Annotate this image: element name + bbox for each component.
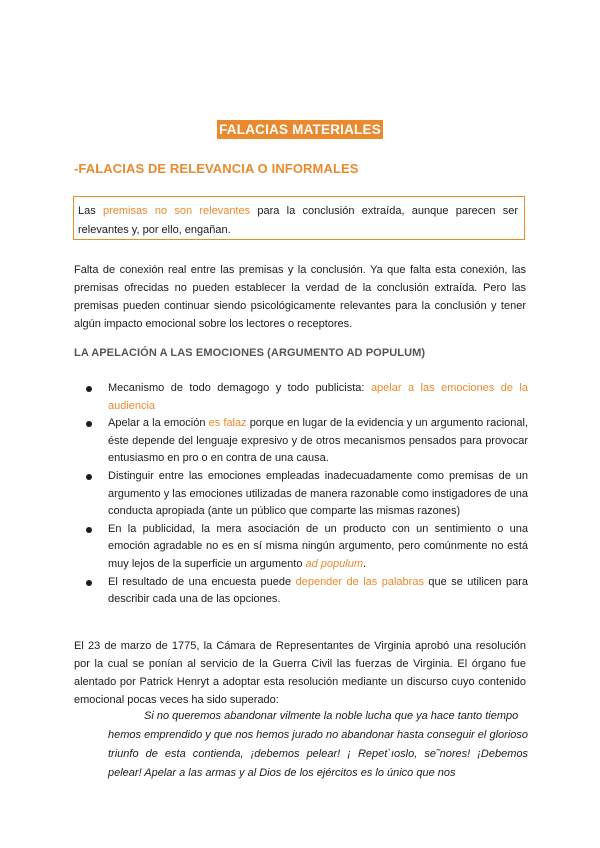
bullet-text-post: porque en lugar de la evidencia y un argumento racional, éste depende del lenguaje expresivo y de otros mecanismos pensados para provocar entusiasmo en pro o en contra de una causa.	[108, 417, 528, 465]
bullet-icon	[86, 386, 92, 392]
quote-first-line: Si no queremos abandonar vilmente la noble lucha que ya hace tanto tiempo	[144, 710, 519, 722]
history-paragraph: El 23 de marzo de 1775, la Cámara de Representantes de Virginia aprobó una resolución por la cual se ponían al servicio de la Guerra Civil las fuerzas de Virginia. El órgano fue alentado por Patrick Henryt a adoptar esta resolución mediante un discurso cuyo contenido emocional pocas veces ha sido superado:	[74, 640, 526, 706]
bullet-text-pre: El resultado de una encuesta puede	[108, 575, 296, 588]
list-item	[84, 521, 528, 574]
definition-box	[73, 196, 525, 240]
definition-highlight: premisas no son relevantes	[103, 205, 251, 217]
speech-quote	[108, 707, 528, 783]
bullet-text-pre: Mecanismo de todo demagogo y todo publicista:	[108, 382, 371, 394]
intro-paragraph: Falta de conexión real entre las premisas y la conclusión. Ya que falta esta conexión, las premisas ofrecidas no pueden establecer la verdad de la conclusión extraída. Pero las premisas pueden continuar siendo psicológicamente relevantes para la conclusión y tener algún impacto emocional sobre los lectores o receptores.	[74, 264, 526, 330]
bullet-text-post: que se utilicen para describir cada una de las opciones.	[108, 575, 529, 606]
bullet-text-pre: Apelar a la emoción	[108, 417, 209, 430]
page-title: FALACIAS MATERIALES	[219, 122, 381, 137]
quote-rest: hemos emprendido y que nos hemos jurado no abandonar hasta conseguir el glorioso triunfo de esta contienda, ¡debemos pelear! ¡ Repet`ıoslo, se˜nores! ¡Debemos pelear! Apelar a las armas y al Dios de los ejércitos es lo único que nos	[108, 729, 528, 779]
title-wrapper	[0, 120, 600, 139]
bullet-icon	[86, 474, 92, 480]
definition-text-post: para la conclusión extraída, aunque parecen ser relevantes y, por ello, engañan.	[78, 205, 519, 236]
bullet-text-pre: Distinguir entre las emociones empleadas inadecuadamente como premisas de un argumento y las emociones utilizadas de manera razonable como instigadores de una conducta apropiada (ante un público que comparte las mismas razones)	[108, 469, 528, 518]
bullet-highlight: apelar a las emociones de la audiencia	[108, 382, 528, 412]
section-heading: LA APELACIÓN A LAS EMOCIONES (ARGUMENTO AD POPULUM)	[74, 347, 426, 359]
bullet-text-post: .	[363, 557, 367, 570]
bullet-icon	[86, 421, 92, 427]
bullet-list	[84, 380, 528, 609]
bullet-text-pre: En la publicidad, la mera asociación de un producto con un sentimiento o una emoción agradable no es en sí misma ningún argumento, pero comúnmente no está muy lejos de la superficie un argumento	[108, 522, 528, 570]
bullet-highlight: ad populum	[305, 557, 363, 570]
list-item	[84, 380, 528, 415]
bullet-highlight: depender de las palabras	[295, 575, 424, 588]
definition-text-pre: Las	[78, 205, 103, 217]
bullet-icon	[86, 527, 92, 533]
bullet-icon	[86, 580, 92, 586]
list-item	[84, 574, 528, 609]
section-subtitle: -FALACIAS DE RELEVANCIA O INFORMALES	[74, 161, 359, 176]
list-item	[84, 415, 528, 468]
bullet-highlight: es falaz	[208, 417, 247, 430]
list-item	[84, 468, 528, 521]
